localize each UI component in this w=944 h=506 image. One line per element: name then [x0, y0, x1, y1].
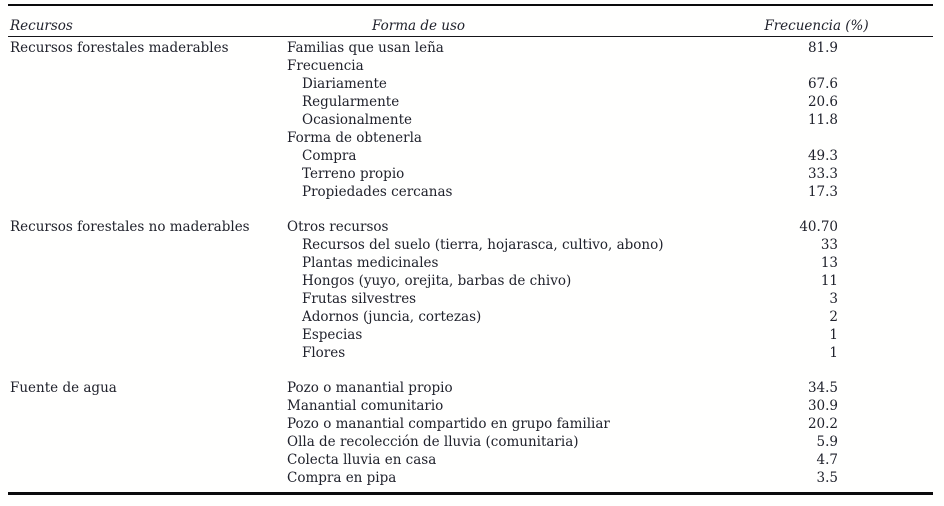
table-row [8, 147, 933, 165]
use-cell: Ocasionalmente [302, 112, 413, 128]
use-cell: Olla de recolección de lluvia (comunitaria) [287, 434, 579, 450]
freq-cell: 33.3 [807, 166, 838, 182]
use-cell: Regularmente [302, 94, 400, 110]
freq-cell: 3 [829, 291, 838, 307]
table-row [8, 165, 933, 183]
table-row [8, 236, 933, 254]
table-section [8, 218, 933, 362]
use-cell: Compra [302, 148, 357, 164]
freq-cell: 13 [820, 255, 838, 271]
resource-cell: Recursos forestales no maderables [10, 219, 250, 235]
use-cell: Propiedades cercanas [302, 184, 453, 200]
table-row [8, 111, 933, 129]
table-row [8, 379, 933, 397]
freq-cell: 81.9 [807, 40, 838, 56]
table-row [8, 57, 933, 75]
header-forma-de-uso: Forma de uso [371, 18, 466, 34]
freq-cell: 20.2 [807, 416, 838, 432]
resources-table [8, 4, 933, 495]
use-cell: Recursos del suelo (tierra, hojarasca, cultivo, abono) [302, 237, 664, 253]
freq-cell: 11 [820, 273, 838, 289]
table-row [8, 433, 933, 451]
table-row [8, 183, 933, 201]
table-row [8, 93, 933, 111]
freq-cell: 4.7 [816, 452, 838, 468]
freq-cell: 67.6 [807, 76, 838, 92]
use-cell: Frutas silvestres [302, 291, 417, 307]
freq-cell: 1 [829, 345, 838, 361]
use-cell: Pozo o manantial compartido en grupo familiar [287, 416, 610, 432]
use-cell: Compra en pipa [287, 470, 397, 486]
freq-cell: 2 [829, 309, 838, 325]
table-row [8, 308, 933, 326]
freq-cell: 34.5 [807, 380, 838, 396]
use-cell: Familias que usan leña [287, 40, 444, 56]
freq-cell: 5.9 [816, 434, 838, 450]
table-section [8, 379, 933, 487]
table-row [8, 272, 933, 290]
table-row [8, 75, 933, 93]
resource-cell: Recursos forestales maderables [10, 40, 229, 56]
use-cell: Terreno propio [302, 166, 405, 182]
resource-cell: Fuente de agua [10, 380, 117, 396]
table-row [8, 415, 933, 433]
use-cell: Diariamente [302, 76, 387, 92]
use-cell: Plantas medicinales [302, 255, 439, 271]
freq-cell: 17.3 [807, 184, 838, 200]
table-row [8, 290, 933, 308]
freq-cell: 1 [829, 327, 838, 343]
freq-cell: 33 [820, 237, 838, 253]
use-cell: Hongos (yuyo, orejita, barbas de chivo) [302, 273, 572, 289]
use-cell: Colecta lluvia en casa [287, 452, 437, 468]
table-header-row [8, 6, 933, 37]
header-recursos: Recursos [10, 18, 73, 34]
table-row [8, 218, 933, 236]
table-row [8, 129, 933, 147]
use-cell: Forma de obtenerla [287, 130, 422, 146]
table-row [8, 326, 933, 344]
freq-cell: 3.5 [816, 470, 838, 486]
freq-cell: 11.8 [807, 112, 838, 128]
table-section [8, 39, 933, 201]
freq-cell: 49.3 [807, 148, 838, 164]
freq-cell: 30.9 [807, 398, 838, 414]
freq-cell: 20.6 [807, 94, 838, 110]
use-cell: Adornos (juncia, cortezas) [302, 309, 482, 325]
table-row [8, 397, 933, 415]
use-cell: Pozo o manantial propio [287, 380, 453, 396]
table-row [8, 469, 933, 487]
use-cell: Otros recursos [287, 219, 389, 235]
use-cell: Especias [302, 327, 363, 343]
use-cell: Frecuencia [287, 58, 364, 74]
table-row [8, 254, 933, 272]
freq-cell: 40.70 [799, 219, 838, 235]
use-cell: Flores [302, 345, 346, 361]
header-frecuencia: Frecuencia (%) [764, 18, 869, 34]
use-cell: Manantial comunitario [287, 398, 444, 414]
table-row [8, 39, 933, 57]
table-body [8, 37, 933, 492]
table-row [8, 451, 933, 469]
table-row [8, 344, 933, 362]
